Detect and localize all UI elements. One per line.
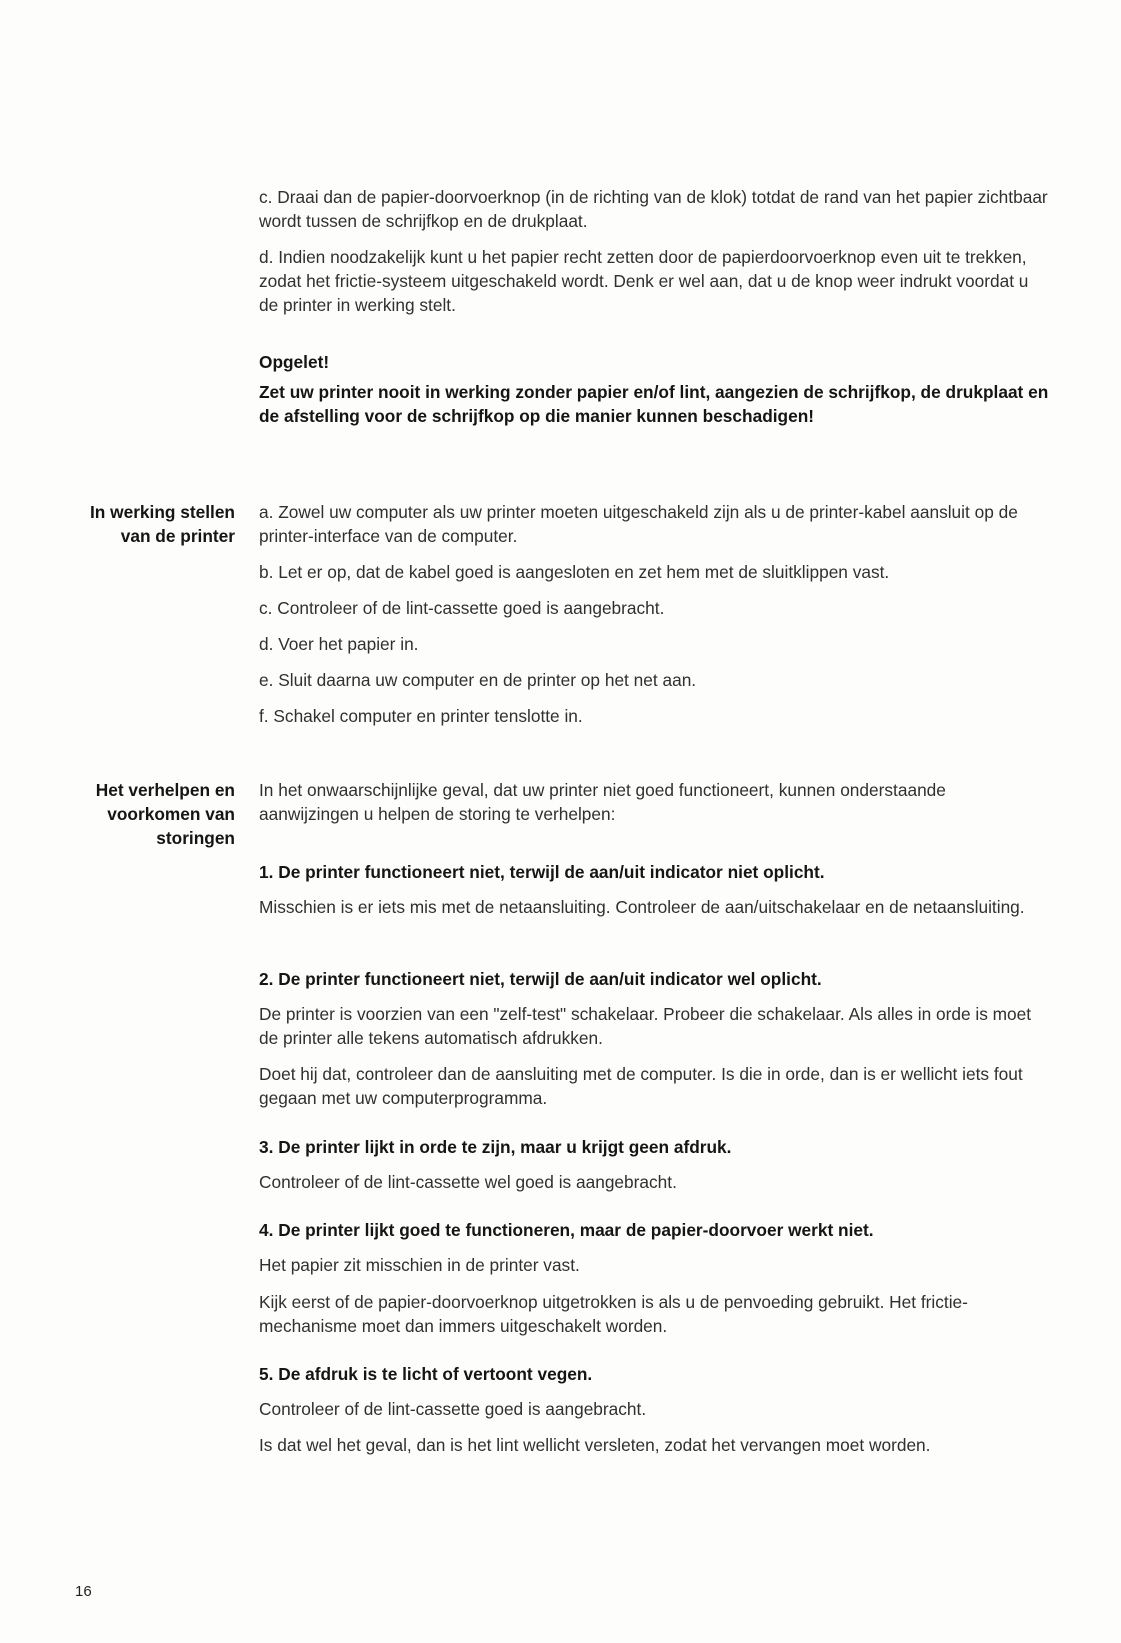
list-item: d. Voer het papier in. bbox=[259, 634, 419, 654]
step-d-paragraph: d. Indien noodzakelijk kunt u het papier recht zetten door de papierdoorvoerknop even uit te trekken, zodat het frictie-systeem uitgeschakeld wordt. Denk er wel aan, dat u de knop weer indrukt voordat u de printer in werking stelt. bbox=[259, 247, 1029, 315]
problem-4-text: Het papier zit misschien in de printer vast. bbox=[259, 1255, 580, 1275]
problem-2-text: Doet hij dat, controleer dan de aansluiting met de computer. Is die in orde, dan is er wellicht iets fout gegaan met uw computerprogramma. bbox=[259, 1064, 1023, 1108]
section2-intro: In het onwaarschijnlijke geval, dat uw printer niet goed functioneert, kunnen onderstaande aanwijzingen u helpen de storing te verhelpen: bbox=[259, 780, 946, 824]
problem-5-text: Controleer of de lint-cassette goed is aangebracht. bbox=[259, 1399, 647, 1419]
problem-3-text: Controleer of de lint-cassette wel goed is aangebracht. bbox=[259, 1172, 677, 1192]
warning-title: Opgelet! bbox=[259, 352, 330, 372]
page-number: 16 bbox=[75, 1583, 92, 1600]
problem-3-title: 3. De printer lijkt in orde te zijn, maar u krijgt geen afdruk. bbox=[259, 1137, 732, 1157]
step-c-paragraph: c. Draai dan de papier-doorvoerknop (in de richting van de klok) totdat de rand van het papier zichtbaar wordt tussen de schrijfkop en de drukplaat. bbox=[259, 187, 1048, 231]
list-item: c. Controleer of de lint-cassette goed is aangebracht. bbox=[259, 598, 665, 618]
problem-1-title: 1. De printer functioneert niet, terwijl de aan/uit indicator niet oplicht. bbox=[259, 862, 825, 882]
problem-5-text: Is dat wel het geval, dan is het lint wellicht versleten, zodat het vervangen moet worden. bbox=[259, 1435, 931, 1455]
list-item: b. Let er op, dat de kabel goed is aangesloten en zet hem met de sluitklippen vast. bbox=[259, 562, 890, 582]
problem-4-title: 4. De printer lijkt goed te functioneren, maar de papier-doorvoer werkt niet. bbox=[259, 1220, 874, 1240]
list-item: e. Sluit daarna uw computer en de printer op het net aan. bbox=[259, 670, 697, 690]
list-item: f. Schakel computer en printer tenslotte in. bbox=[259, 706, 583, 726]
problem-4-text: Kijk eerst of de papier-doorvoerknop uitgetrokken is als u de penvoeding gebruikt. Het frictie-mechanisme moet dan immers uitgeschakelt worden. bbox=[259, 1292, 968, 1336]
problem-1-text: Misschien is er iets mis met de netaansluiting. Controleer de aan/uitschakelaar en de netaansluiting. bbox=[259, 897, 1025, 917]
warning-text: Zet uw printer nooit in werking zonder papier en/of lint, aangezien de schrijfkop, de drukplaat en de afstelling voor de schrijfkop op die manier kunnen beschadigen! bbox=[259, 382, 1049, 426]
problem-5-title: 5. De afdruk is te licht of vertoont vegen. bbox=[259, 1364, 593, 1384]
list-item: a. Zowel uw computer als uw printer moeten uitgeschakeld zijn als u de printer-kabel aansluit op de printer-interface van de computer. bbox=[259, 502, 1018, 546]
section-heading-in-werking: In werking stellen van de printer bbox=[89, 502, 235, 546]
section-heading-storingen: Het verhelpen en voorkomen van storingen bbox=[95, 780, 235, 848]
problem-2-text: De printer is voorzien van een "zelf-test" schakelaar. Probeer die schakelaar. Als alles in orde is moet de printer alle tekens automatisch afdrukken. bbox=[259, 1004, 1032, 1048]
problem-2-title: 2. De printer functioneert niet, terwijl de aan/uit indicator wel oplicht. bbox=[259, 969, 822, 989]
